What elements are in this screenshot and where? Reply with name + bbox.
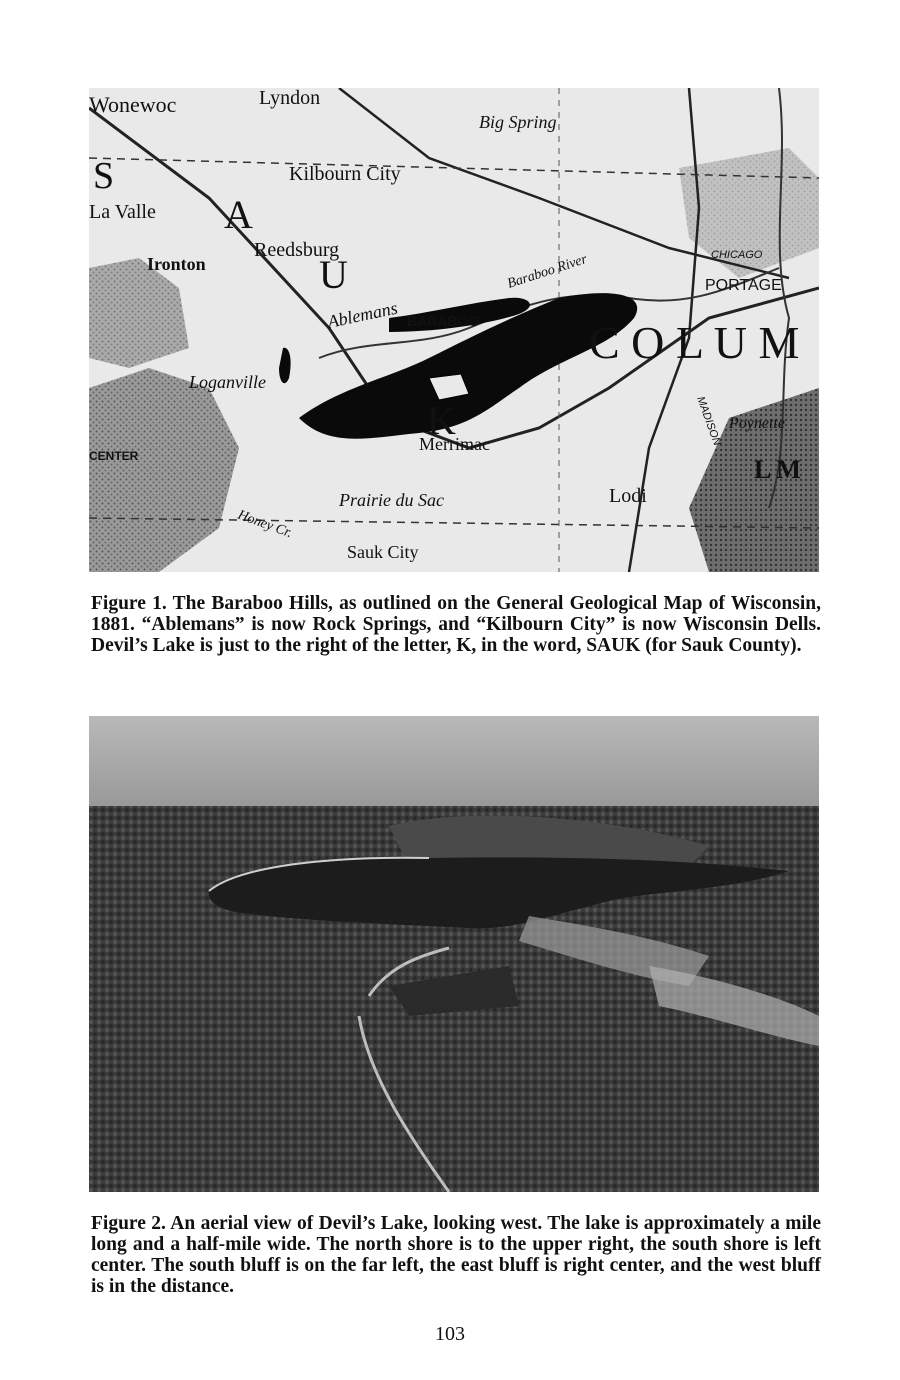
label-u: U [319,252,348,297]
label-loganville: Loganville [189,372,266,392]
label-chicago: CHICAGO [711,249,763,261]
label-s: S [93,155,115,197]
label-poynette: Poynette [729,415,785,432]
label-sauk-city: Sauk City [347,542,419,562]
label-baraboo-river: Baraboo River [505,251,590,292]
label-kilbourn-city: Kilbourn City [289,163,401,185]
label-lyndon: Lyndon [259,88,321,109]
label-ablemans: Ablemans [325,297,400,332]
label-lm: L M [754,455,801,484]
formation-west [89,368,239,572]
label-ironton: Ironton [147,254,206,274]
label-center: CENTER [89,449,139,463]
figure-1-map [89,88,819,572]
label-honey-cr: Honey Cr. [235,507,295,542]
label-baraboo: BARABOO [407,313,480,329]
label-k: K [427,398,456,443]
figure-1-caption: Figure 1. The Baraboo Hills, as outlined on the General Geological Map of Wisconsin, 1881. “Ablemans” is now Rock Springs, and “Kilbourn City” is now Wisconsin Dells. Devil’s Lake is just to the right of the letter, K, in the word, SAUK (for Sauk County). [91,593,821,656]
quartzite-outlier [279,348,291,383]
figure-2-aerial-photo [89,716,819,1192]
label-colum: C O L U M [589,317,800,368]
label-a: A [224,192,253,237]
aerial-photo [89,716,819,1192]
geological-map [89,88,819,572]
label-prairie-du-sac: Prairie du Sac [339,490,444,510]
label-madison: MADISON [694,394,724,448]
label-merrimac: Merrimac [419,434,490,454]
label-reedsburg: Reedsburg [254,239,340,261]
label-la-valle: La Valle [89,201,156,223]
label-portage: PORTAGE [705,277,782,294]
figure-2-caption: Figure 2. An aerial view of Devil’s Lake, looking west. The lake is approximately a mile long and a half-mile wide. The north shore is to the upper right, the south shore is left center. The south bluff is on the far left, the east bluff is right center, and the west bluff is in the distance. [91,1213,821,1297]
formation-northwest [89,258,189,368]
label-lodi: Lodi [609,485,647,507]
label-wonewoc: Wonewoc [89,92,177,117]
label-big-spring: Big Spring [479,112,557,132]
page-number: 103 [435,1323,465,1345]
